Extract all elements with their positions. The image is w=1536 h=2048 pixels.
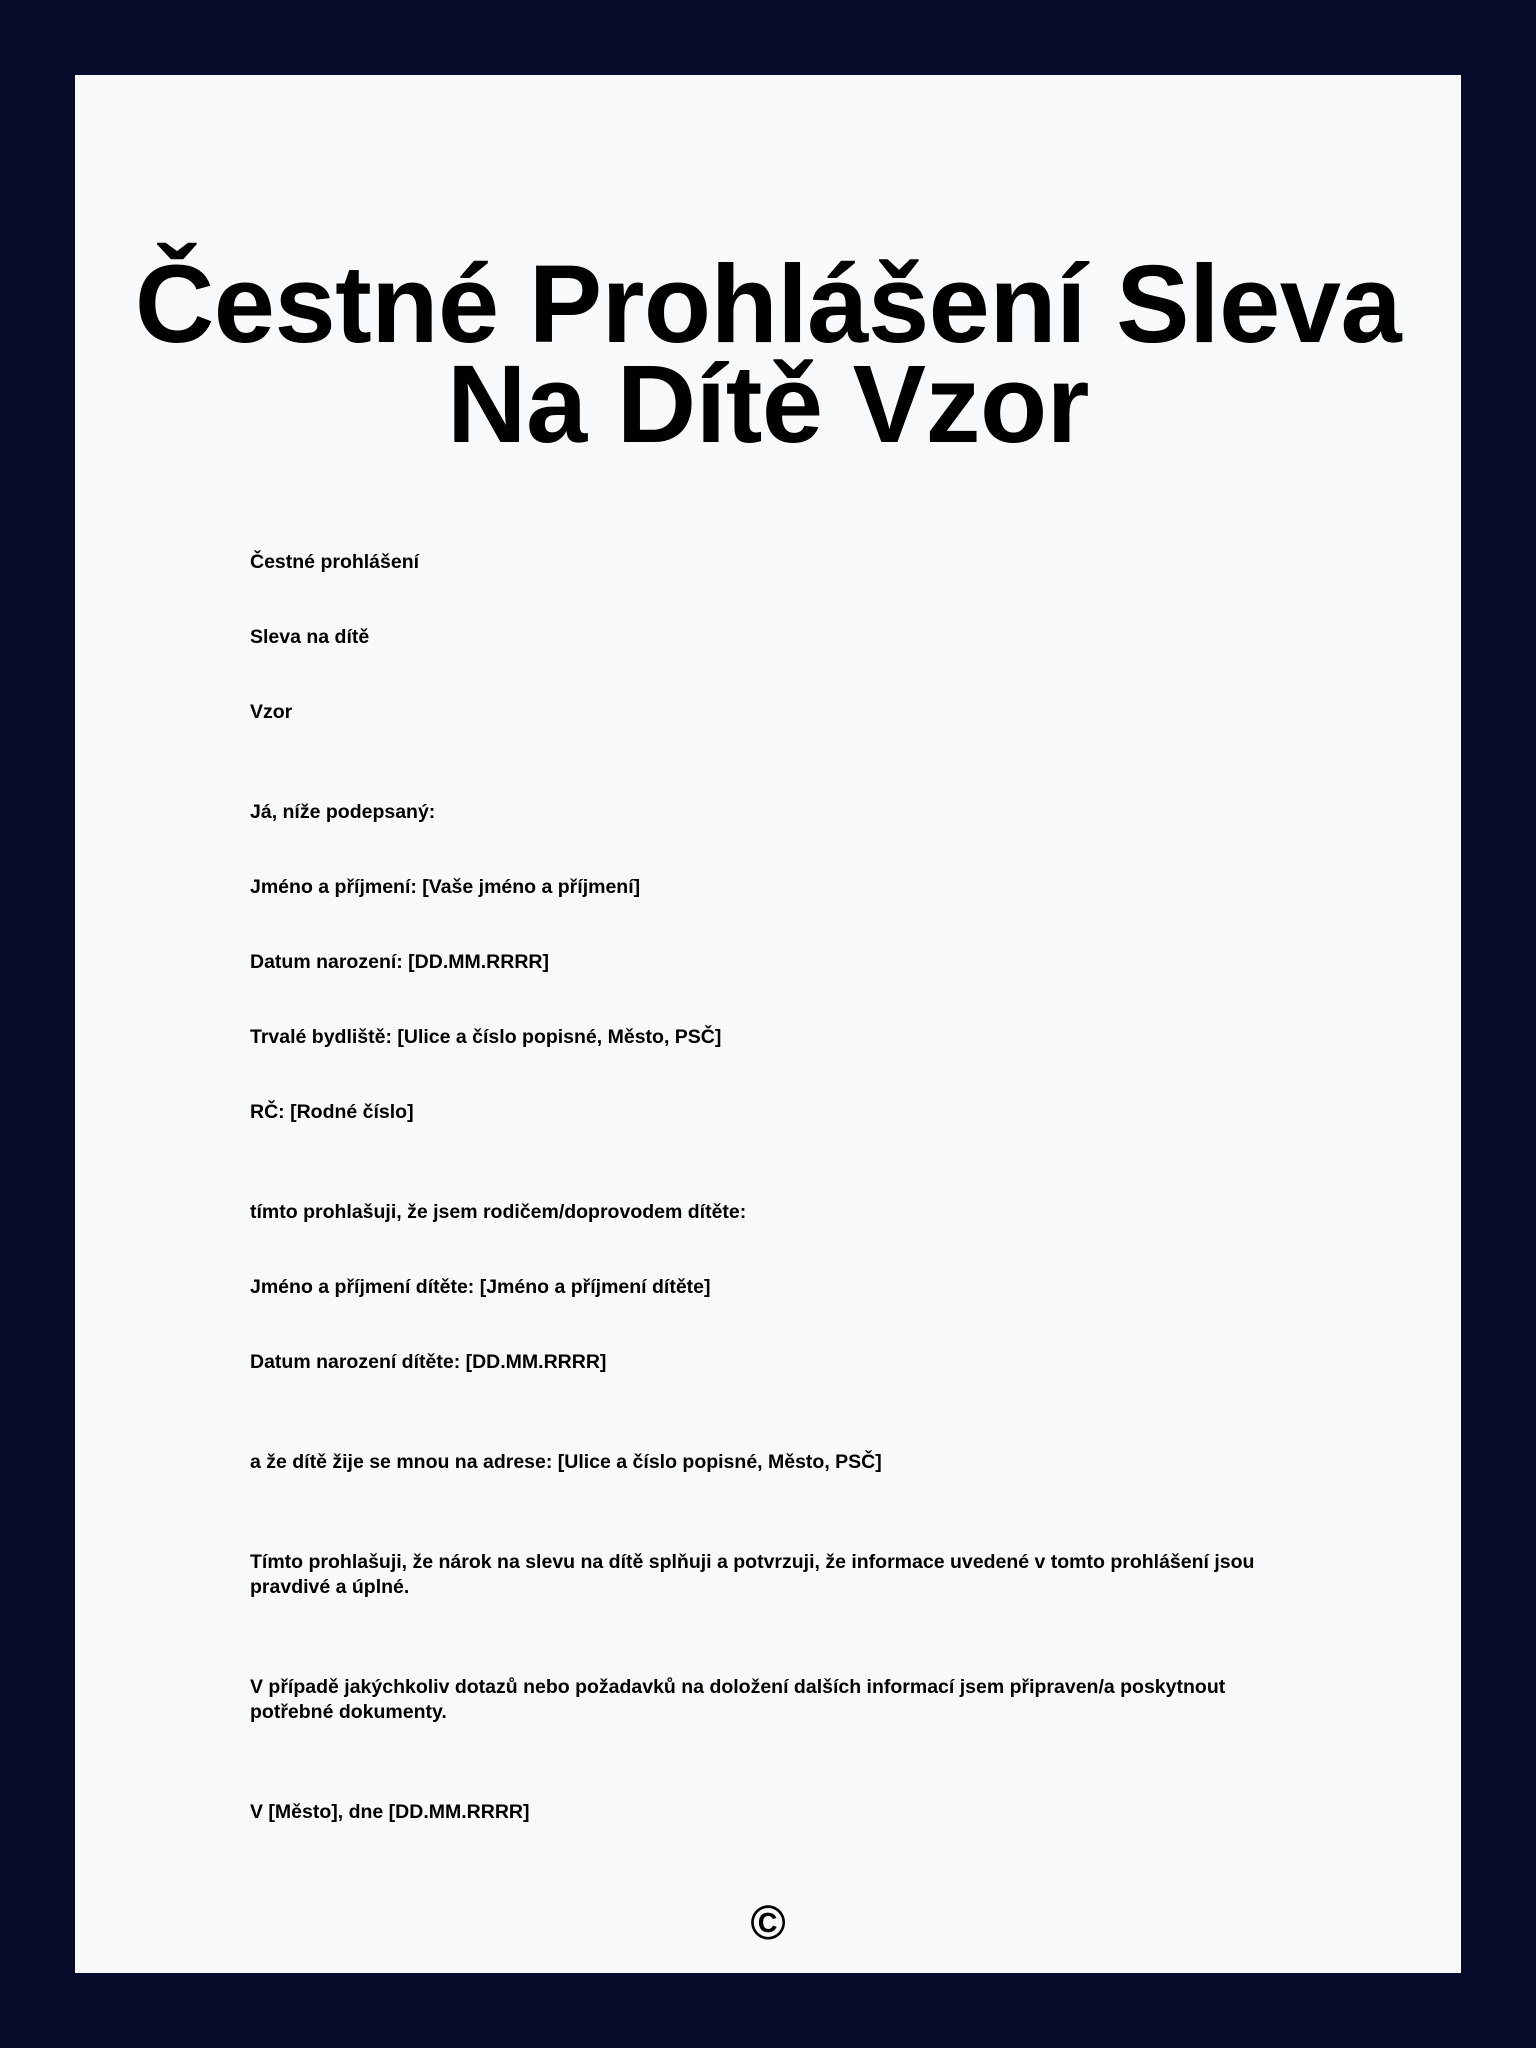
declaration-line: tímto prohlašuji, že jsem rodičem/doprovodem dítěte:	[250, 1201, 747, 1223]
person-rc-line: RČ: [Rodné číslo]	[250, 1101, 414, 1123]
contact-paragraph: V případě jakýchkoliv dotazů nebo požadavků na doložení dalších informací jsem připraven/a poskytnout potřebné dokumenty.	[250, 1676, 1226, 1723]
intro-line: Já, níže podepsaný:	[250, 801, 436, 823]
header-line-declaration: Čestné prohlášení	[250, 551, 420, 573]
confirmation-paragraph: Tímto prohlašuji, že nárok na slevu na dítě splňuji a potvrzuji, že informace uvedené v tomto prohlášení jsou pravdivé a úplné.	[250, 1551, 1255, 1598]
header-line-discount: Sleva na dítě	[250, 626, 370, 648]
person-name-line: Jméno a příjmení: [Vaše jméno a příjmení]	[250, 876, 641, 898]
child-name-line: Jméno a příjmení dítěte: [Jméno a příjmení dítěte]	[250, 1276, 711, 1298]
document-page	[75, 75, 1461, 1973]
child-address-line: a že dítě žije se mnou na adrese: [Ulice a číslo popisné, Město, PSČ]	[250, 1451, 882, 1473]
person-birth-date-line: Datum narození: [DD.MM.RRRR]	[250, 951, 549, 973]
document-title: Čestné Prohlášení Sleva Na Dítě Vzor	[134, 243, 1402, 466]
copyright-icon: ©	[750, 1897, 786, 1950]
header-line-template: Vzor	[250, 701, 293, 723]
person-residence-line: Trvalé bydliště: [Ulice a číslo popisné, Město, PSČ]	[250, 1026, 722, 1048]
child-birth-date-line: Datum narození dítěte: [DD.MM.RRRR]	[250, 1351, 607, 1373]
place-date-line: V [Město], dne [DD.MM.RRRR]	[250, 1801, 530, 1823]
